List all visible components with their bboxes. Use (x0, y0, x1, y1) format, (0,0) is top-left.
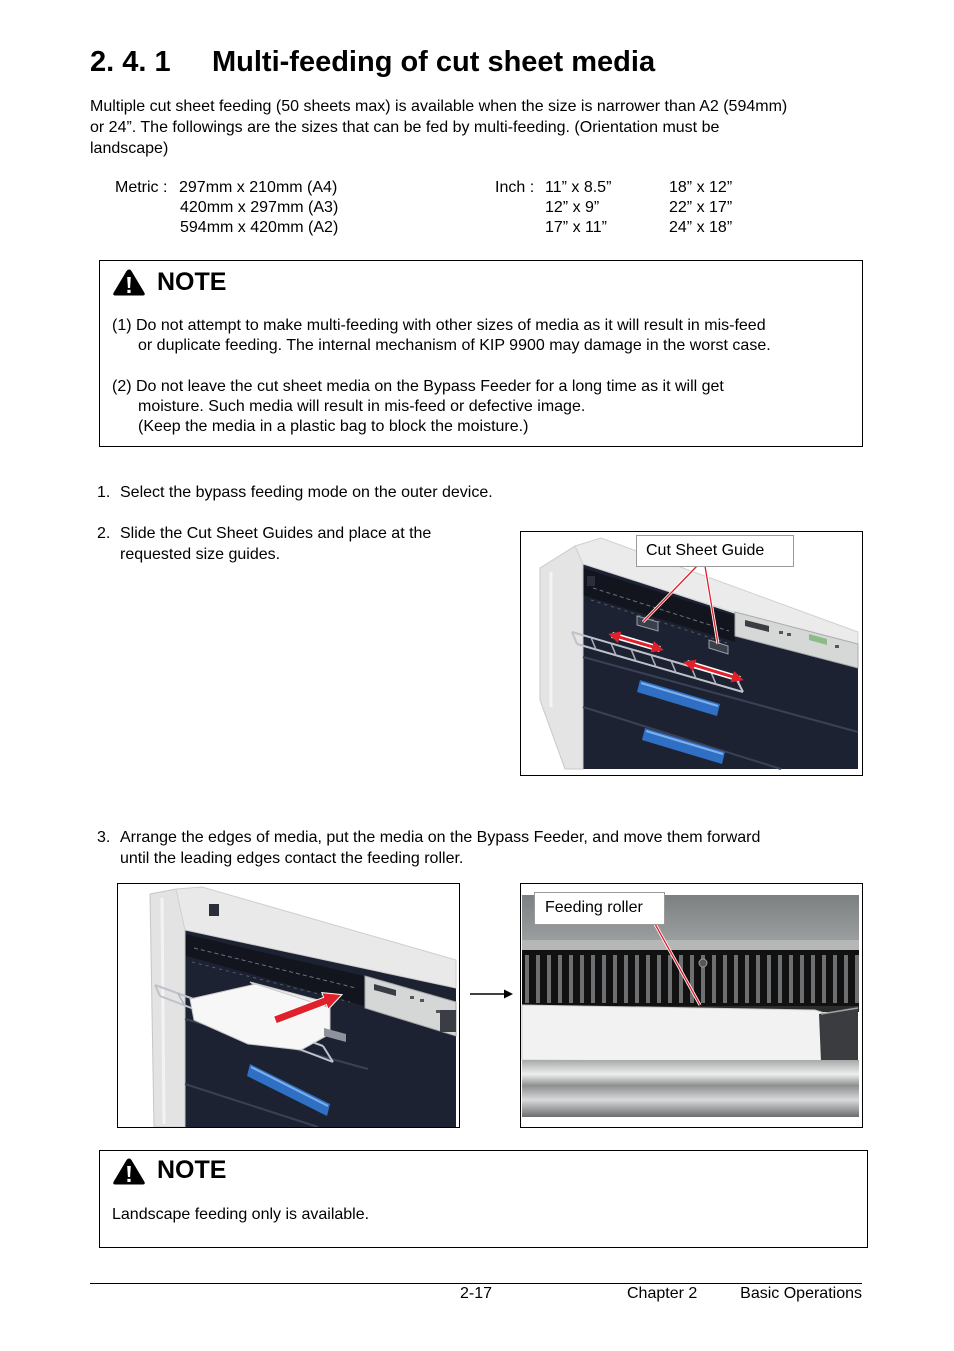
panel-button (420, 999, 424, 1002)
machine-side-panel (150, 889, 185, 1127)
panel-button (779, 631, 783, 634)
paper-sheet (522, 1005, 845, 1062)
inch-size: 18” x 12” (669, 179, 733, 196)
warning-icon (112, 268, 146, 297)
note-line: (2) Do not leave the cut sheet media on the Bypass Feeder for a long time as it will get (112, 378, 724, 395)
panel-button (835, 645, 839, 648)
note-line: or duplicate feeding. The internal mechanism of KIP 9900 may damage in the worst case. (138, 337, 771, 354)
note-line: (1) Do not attempt to make multi-feeding with other sizes of media as it will result in mis-feed (112, 317, 766, 334)
note-heading: NOTE (157, 1156, 227, 1184)
step-line: requested size guides. (120, 546, 281, 563)
figure-media-insertion (117, 883, 460, 1128)
step-number: 2. (97, 525, 111, 542)
section-title: Multi-feeding of cut sheet media (212, 46, 656, 78)
feeding-roller-label: Feeding roller (534, 892, 665, 925)
step-number: 1. (97, 484, 111, 501)
note-box (99, 260, 863, 447)
step-line: until the leading edges contact the feeding roller. (120, 850, 464, 867)
figure-cut-sheet-guide (520, 531, 863, 776)
wall-band (522, 940, 859, 950)
intro-line: landscape) (90, 140, 169, 157)
note-item-2 (112, 377, 724, 437)
intro-line: or 24”. The followings are the sizes that can be fed by multi-feeding. (Orientation must be (90, 119, 720, 136)
inch-label: Inch : (495, 179, 535, 196)
logo-mark (209, 904, 219, 916)
footer-chapter: Chapter 2 (627, 1285, 698, 1302)
step-text (120, 827, 760, 869)
panel-button (787, 633, 791, 636)
inch-size: 24” x 18” (669, 219, 733, 236)
panel-button (436, 1010, 440, 1013)
step-text: Select the bypass feeding mode on the outer device. (120, 484, 493, 501)
metric-label: Metric : (115, 179, 168, 196)
figure-feeding-roller (520, 883, 863, 1128)
bolt (699, 959, 707, 967)
media-insertion-illustration (118, 884, 459, 1127)
intro-paragraph (90, 96, 787, 159)
step-number: 3. (97, 829, 111, 846)
side-block (440, 1010, 456, 1032)
inch-size: 12” x 9” (545, 199, 600, 216)
note-box (99, 1150, 868, 1248)
inch-size: 11” x 8.5” (545, 179, 612, 196)
cut-sheet-guide-label: Cut Sheet Guide (636, 535, 794, 567)
note-line: moisture. Such media will result in mis-feed or defective image. (138, 398, 586, 415)
note-item-1 (112, 316, 771, 356)
note-line: (Keep the media in a plastic bag to block the moisture.) (138, 418, 529, 435)
side-panel-highlight (162, 898, 164, 1124)
slot-grille (522, 950, 859, 1008)
note-text: Landscape feeding only is available. (112, 1206, 370, 1223)
step-line: Arrange the edges of media, put the media on the Bypass Feeder, and move them forward (120, 829, 761, 846)
section-number: 2. 4. 1 (90, 46, 171, 78)
step-line: Slide the Cut Sheet Guides and place at the (120, 525, 432, 542)
page-number: 2-17 (460, 1285, 493, 1302)
feeding-roller (522, 1060, 859, 1117)
metric-size: 594mm x 420mm (A2) (180, 219, 339, 236)
inch-size: 22” x 17” (669, 199, 733, 216)
inch-size: 17” x 11” (545, 219, 607, 236)
intro-line: Multiple cut sheet feeding (50 sheets max) is available when the size is narrower than A2 (594mm) (90, 98, 788, 115)
side-bracket (819, 1006, 858, 1062)
panel-button (410, 996, 414, 999)
footer-title: Basic Operations (740, 1285, 862, 1302)
step-text (120, 523, 431, 565)
cut-sheet-guide-illustration (521, 532, 862, 775)
metric-size: 420mm x 297mm (A3) (180, 199, 339, 216)
note-heading: NOTE (157, 268, 227, 296)
warning-icon (112, 1157, 146, 1186)
right-arrow-icon (468, 986, 516, 1002)
metric-size: 297mm x 210mm (A4) (179, 179, 338, 196)
logo-mark (587, 576, 595, 586)
